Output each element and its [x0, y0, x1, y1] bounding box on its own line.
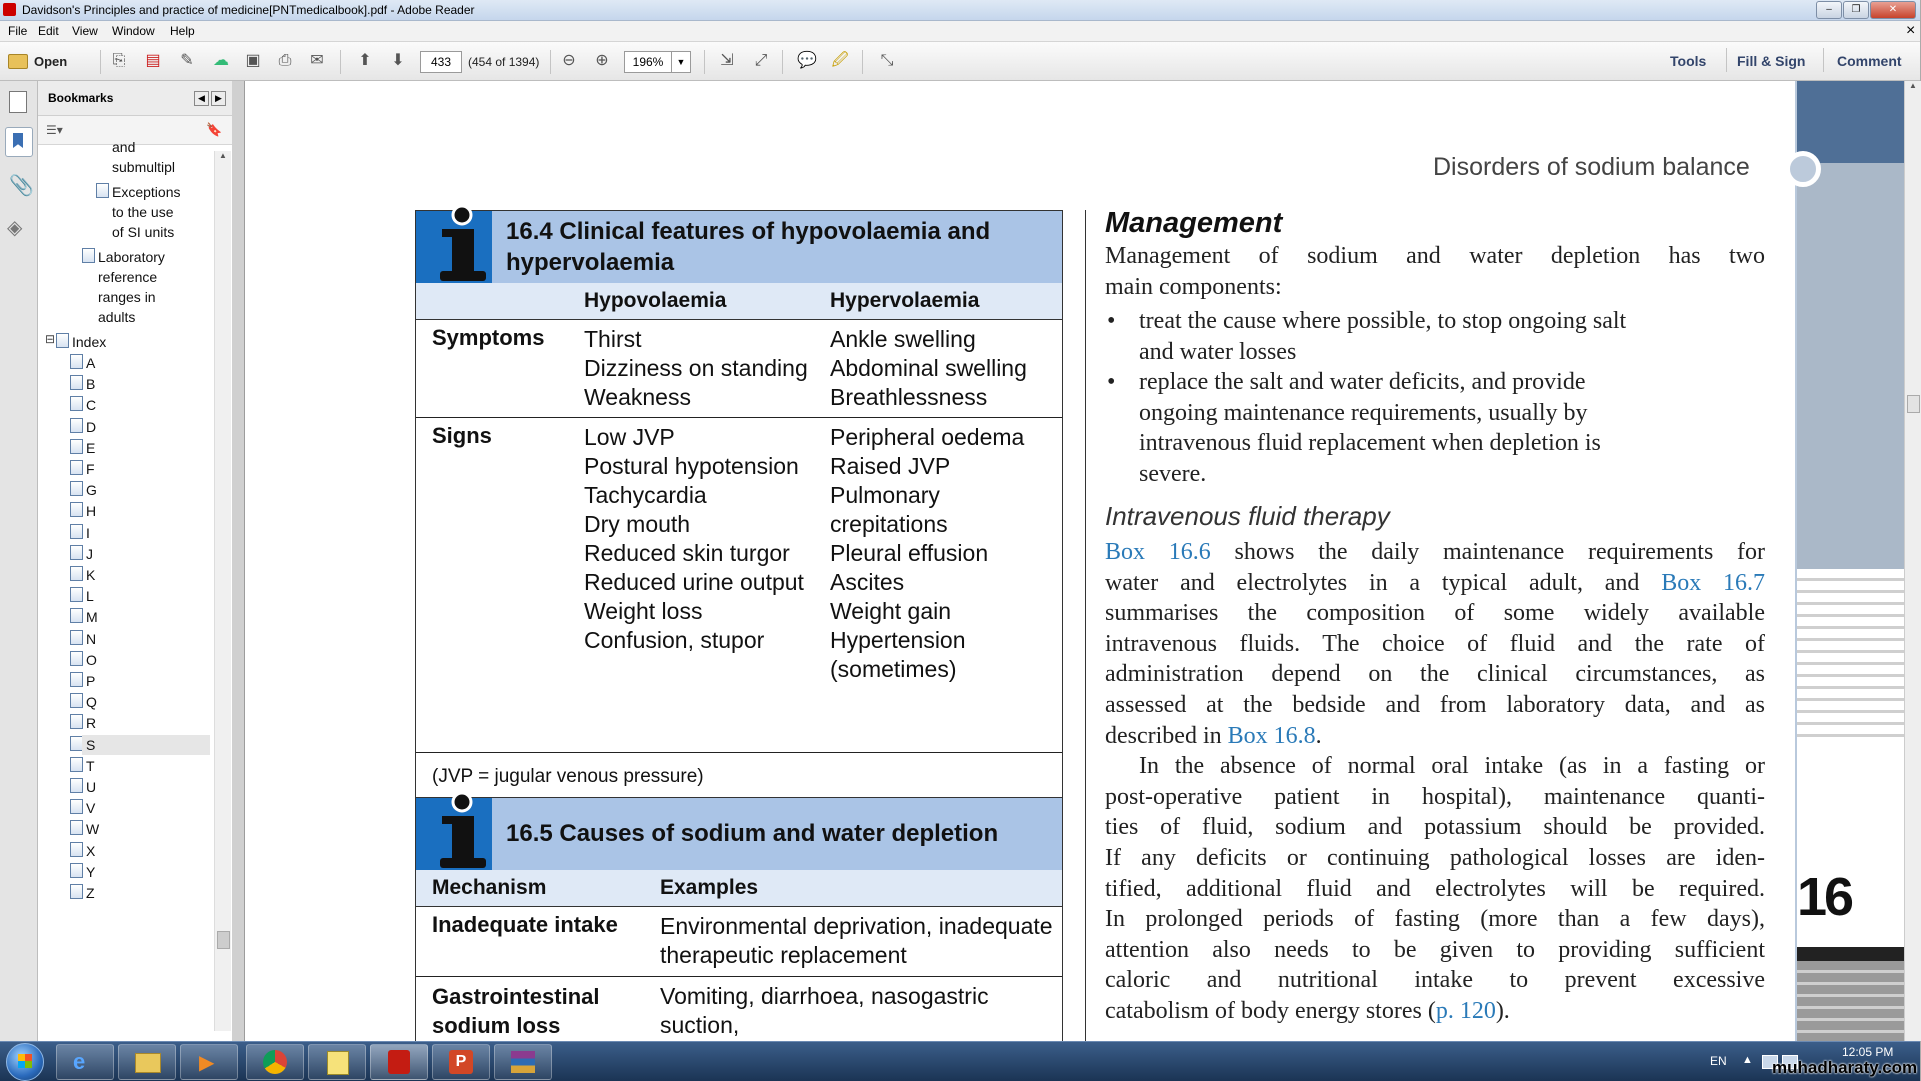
menu-file[interactable]: File: [8, 24, 28, 38]
sign-hypo: Dry mouth: [584, 511, 691, 537]
body-line: ongoing maintenance requirements, usually by: [1139, 399, 1588, 426]
chapter-number: 16: [1797, 867, 1852, 927]
bookmark-icon: [70, 693, 83, 708]
scroll-up-icon[interactable]: ▲: [1909, 81, 1917, 90]
separator: [340, 50, 341, 74]
separator: [550, 50, 551, 74]
bookmark-label[interactable]: adults: [98, 309, 136, 325]
symptom-hypo: Dizziness on standing: [584, 355, 808, 381]
sign-hypo: Confusion, stupor: [584, 627, 765, 653]
collapse-panel-icon[interactable]: ◀: [194, 91, 209, 106]
title-bar: [0, 0, 1920, 21]
running-head: Disorders of sodium balance: [1433, 153, 1750, 181]
open-button[interactable]: [8, 50, 67, 72]
chrome-icon: [263, 1050, 287, 1074]
index-letter-l[interactable]: L: [86, 588, 94, 605]
box-16-5-title: 16.5 Causes of sodium and water depletion: [506, 820, 999, 847]
bookmark-icon: [70, 587, 83, 602]
column-examples: Examples: [660, 876, 759, 899]
inadequate-intake-examples: [660, 912, 1053, 970]
close-button[interactable]: ✕: [1870, 1, 1916, 19]
fit-page-icon[interactable]: ⤢: [754, 52, 768, 69]
bookmarks-scrollbar[interactable]: [214, 151, 231, 1031]
export-pdf-icon[interactable]: ▤: [145, 52, 161, 69]
gi-sodium-loss-label: [432, 982, 599, 1040]
column-rule: [1085, 210, 1086, 1050]
sign-hyper: Hypertension: [830, 627, 966, 653]
layers-icon[interactable]: ◈: [7, 217, 23, 239]
index-letter-j[interactable]: J: [86, 545, 93, 562]
index-letter-q[interactable]: Q: [86, 694, 97, 711]
page-120-link[interactable]: p. 120: [1435, 997, 1496, 1024]
sign-hyper: Peripheral oedema: [830, 424, 1025, 450]
taskbar-winrar-button[interactable]: [494, 1044, 552, 1080]
separator: [704, 50, 705, 74]
taskbar-explorer-button[interactable]: [118, 1044, 176, 1080]
symptoms-label: Symptoms: [432, 325, 545, 350]
symptom-hyper: Ankle swelling: [830, 326, 976, 352]
folder-icon: [135, 1053, 161, 1073]
zoom-dropdown-icon[interactable]: ▼: [671, 51, 691, 73]
body-line: administration depend on the clinical circumstances, as: [1105, 661, 1765, 688]
sign-hypo: Postural hypotension: [584, 453, 799, 479]
chapter-stripes-bottom: [1797, 961, 1904, 1041]
body-line: Management of sodium and water depletion has two: [1105, 243, 1765, 269]
example-line: Environmental deprivation, inadequate: [660, 913, 1053, 939]
info-icon-panel: [416, 211, 492, 283]
bookmark-label[interactable]: submultipl: [112, 159, 176, 175]
bookmark-label[interactable]: reference: [98, 269, 158, 285]
label-line: Gastrointestinal: [432, 984, 600, 1009]
bookmark-icon: [70, 630, 83, 645]
bookmark-icon: [70, 502, 83, 517]
index-letter-z[interactable]: Z: [86, 885, 95, 901]
bookmark-icon: [70, 460, 83, 475]
index-letter-y[interactable]: Y: [86, 863, 96, 880]
index-letter-a[interactable]: A: [86, 355, 96, 371]
row-divider: [416, 976, 1062, 977]
index-letter-h[interactable]: H: [86, 503, 97, 520]
zoom-out-icon[interactable]: ⊖: [562, 52, 576, 69]
symptom-hypo: Thirst: [584, 326, 642, 352]
body-line: If any deficits or continuing pathological losses are iden-: [1105, 844, 1765, 871]
body-line: ties of fluid, sodium and potassium should be provided.: [1105, 814, 1765, 841]
taskbar-media-button[interactable]: [180, 1044, 238, 1080]
row-divider: [416, 752, 1062, 753]
index-letter-u[interactable]: U: [86, 779, 97, 795]
index-letter-d[interactable]: D: [86, 418, 97, 435]
index-letter-i[interactable]: I: [86, 524, 90, 541]
folder-icon: [8, 54, 28, 69]
document-page: [245, 81, 1797, 1041]
bookmark-icon: [70, 799, 83, 814]
bookmark-icon: [70, 884, 83, 899]
box-16-4-title-line2: hypervolaemia: [506, 249, 675, 276]
email-icon[interactable]: ✉: [310, 52, 324, 69]
body-line: and water losses: [1139, 338, 1297, 365]
index-letter-s[interactable]: S: [82, 735, 210, 755]
box-16-4-footnote: (JVP = jugular venous pressure): [432, 766, 704, 787]
bullet-icon: •: [1107, 308, 1116, 334]
bullet-item: [1105, 367, 1765, 489]
scroll-thumb[interactable]: [1907, 395, 1920, 413]
sign-hypo: Reduced urine output: [584, 569, 804, 595]
previous-page-icon[interactable]: ⬆: [358, 52, 372, 69]
powerpoint-icon: P: [449, 1050, 473, 1074]
separator: [1823, 48, 1824, 72]
body-text: .: [1315, 722, 1322, 749]
index-letter-w[interactable]: W: [86, 821, 100, 838]
save-icon[interactable]: ▣: [245, 52, 261, 69]
separator: [782, 50, 783, 74]
box-16-8-link[interactable]: Box 16.8: [1227, 722, 1316, 749]
sign-hyper: Weight gain: [830, 598, 952, 624]
menu-bar: [0, 21, 1920, 42]
index-letter-p[interactable]: P: [86, 673, 96, 689]
bookmark-icon: [70, 354, 83, 369]
index-letter-v[interactable]: V: [86, 800, 96, 817]
internet-explorer-icon: e: [73, 1049, 86, 1074]
bookmark-icon: [70, 396, 83, 411]
language-indicator[interactable]: EN: [1710, 1054, 1727, 1068]
body-text: water and electrolytes in a typical adult, and: [1105, 569, 1662, 596]
document-scrollbar[interactable]: [1904, 81, 1921, 1041]
expand-panel-icon[interactable]: ▶: [211, 91, 226, 106]
bookmark-icon: [82, 248, 95, 263]
body-line: post-operative patient in hospital), maintenance quanti-: [1105, 783, 1765, 810]
zoom-in-icon[interactable]: ⊕: [595, 52, 609, 69]
bookmark-icon: [70, 375, 83, 390]
edit-sign-icon[interactable]: ✎: [180, 52, 194, 69]
tools-pane-link[interactable]: Tools: [1670, 53, 1707, 69]
page-thumbnails-icon[interactable]: [9, 91, 27, 113]
info-icon-panel: [416, 798, 492, 870]
taskbar-notes-button[interactable]: [308, 1044, 366, 1080]
signs-hyper-list: [830, 423, 1062, 684]
body-line: intravenous fluids. The choice of fluid and the rate of: [1105, 630, 1765, 657]
separator: [100, 50, 101, 74]
management-heading: Management: [1105, 207, 1283, 239]
signs-hypo-list: [584, 423, 804, 655]
bookmark-exceptions[interactable]: Exceptions: [112, 184, 181, 200]
inadequate-intake-label: Inadequate intake: [432, 912, 618, 937]
body-line: severe.: [1139, 460, 1207, 487]
bookmark-icon: [70, 842, 83, 857]
bookmark-icon: [70, 714, 83, 729]
index-letter-k[interactable]: K: [86, 567, 96, 583]
box-16-4-title-line1: 16.4 Clinical features of hypovolaemia and: [506, 218, 991, 245]
menu-window[interactable]: Window: [112, 24, 155, 38]
body-line: caloric and nutritional intake to prevent excessive: [1105, 967, 1765, 994]
bullet-icon: •: [1107, 369, 1116, 395]
scroll-up-icon[interactable]: ▲: [219, 151, 227, 160]
toolbar: [0, 42, 1920, 81]
page-number-input[interactable]: 433: [420, 51, 462, 73]
full-screen-icon[interactable]: ⤡: [880, 52, 894, 69]
show-hidden-icons-icon[interactable]: ▲: [1742, 1054, 1753, 1066]
body-line: assessed at the bedside and from laboratory data, and as: [1105, 691, 1765, 718]
attachments-icon[interactable]: 📎: [9, 175, 34, 197]
chapter-tab-dot: [1785, 151, 1821, 187]
index-letter-n[interactable]: N: [86, 630, 97, 647]
bookmark-icon: [70, 778, 83, 793]
navigation-pane-strip: [0, 81, 38, 1041]
bookmark-icon: [70, 481, 83, 496]
index-letter-m[interactable]: M: [86, 609, 98, 626]
info-icon: [416, 211, 492, 283]
restore-button[interactable]: ❐: [1843, 1, 1869, 19]
taskbar-adobe-reader-button[interactable]: [370, 1044, 428, 1080]
collapse-index-icon[interactable]: ⊟: [45, 332, 56, 346]
box-16-5-column-header: [416, 870, 1062, 907]
index-letter-c[interactable]: C: [86, 397, 97, 414]
window-title: Davidson's Principles and practice of medicine[PNTmedicalbook].pdf - Adobe Reader: [22, 3, 475, 17]
label-line: sodium loss: [432, 1013, 561, 1038]
adobe-reader-app-icon: [3, 3, 16, 16]
bookmark-icon: [70, 545, 83, 560]
body-line: [1105, 537, 1765, 568]
symptoms-hyper-list: [830, 325, 1027, 412]
body-line: main components:: [1105, 273, 1282, 300]
sign-hypo: Low JVP: [584, 424, 675, 450]
box-16-4-column-header: [416, 283, 1062, 320]
index-letter-r[interactable]: R: [86, 715, 97, 732]
column-hypervolaemia: Hypervolaemia: [830, 289, 980, 312]
index-letter-e[interactable]: E: [86, 439, 96, 456]
body-line: intravenous fluid replacement when depletion is: [1139, 430, 1601, 456]
column-mechanism: Mechanism: [432, 876, 547, 899]
fill-sign-pane-link[interactable]: Fill & Sign: [1737, 53, 1806, 69]
body-line: [1105, 568, 1765, 599]
body-line: [1105, 996, 1765, 1027]
bookmarks-panel-icon[interactable]: [5, 127, 33, 157]
menu-view[interactable]: View: [72, 24, 98, 38]
document-close-icon[interactable]: ×: [1906, 22, 1916, 39]
bookmark-icon: [70, 418, 83, 433]
adobe-reader-icon: [388, 1050, 410, 1074]
body-line: summarises the composition of some widely available: [1105, 600, 1765, 627]
scroll-thumb[interactable]: [217, 931, 230, 949]
menu-help[interactable]: Help: [170, 24, 195, 38]
start-button[interactable]: [6, 1043, 44, 1081]
iv-fluid-therapy-subheading: Intravenous fluid therapy: [1105, 501, 1390, 531]
body-line: [1105, 721, 1765, 752]
sign-hyper: Pulmonary crepitations: [830, 482, 948, 537]
windows-taskbar: [0, 1041, 1920, 1081]
clock-time[interactable]: 12:05 PM: [1842, 1045, 1894, 1059]
new-bookmark-icon[interactable]: 🔖: [206, 122, 223, 137]
body-line: replace the salt and water deficits, and provide: [1139, 369, 1586, 395]
management-section: [1105, 205, 1765, 1027]
sticky-notes-icon: [327, 1051, 349, 1075]
body-line: treat the cause where possible, to stop ongoing salt: [1139, 308, 1627, 334]
highlight-icon[interactable]: 🖉: [831, 52, 849, 69]
box-16-6-link[interactable]: Box 16.6: [1105, 539, 1211, 565]
bookmark-index[interactable]: Index: [72, 334, 107, 350]
comment-pane-link[interactable]: Comment: [1837, 53, 1902, 69]
bookmark-icon: [56, 333, 69, 348]
body-line: In prolonged periods of fasting (more than a few days),: [1105, 906, 1765, 933]
index-letter-f[interactable]: F: [86, 461, 95, 477]
body-text: catabolism of body energy stores (: [1105, 997, 1436, 1024]
minimize-button[interactable]: –: [1816, 1, 1842, 19]
symptoms-hypo-list: [584, 325, 808, 412]
bullet-item: [1105, 306, 1765, 367]
sign-hyper: Raised JVP: [830, 453, 951, 479]
menu-edit[interactable]: Edit: [38, 24, 59, 38]
bookmark-icon: [70, 820, 83, 835]
taskbar-powerpoint-button[interactable]: [432, 1044, 490, 1080]
page-count: (454 of 1394): [468, 55, 540, 69]
column-hypovolaemia: Hypovolaemia: [584, 289, 727, 312]
bookmarks-header: [38, 81, 232, 116]
body-line: tified, additional fluid and electrolytes will be required.: [1105, 875, 1765, 902]
box-16-4: [415, 210, 1063, 808]
winrar-icon: [511, 1051, 535, 1073]
watermark-text: muhadharaty.com: [1772, 1058, 1918, 1077]
chapter-number-bar: [1797, 947, 1904, 961]
print-icon[interactable]: ⎙: [278, 52, 292, 69]
bookmark-icon: [70, 566, 83, 581]
sign-hypo: Tachycardia: [584, 482, 707, 508]
separator: [1726, 48, 1727, 72]
info-icon: [416, 798, 492, 870]
cloud-upload-icon[interactable]: ☁: [213, 52, 229, 69]
bookmark-icon: [70, 863, 83, 878]
sign-hypo: Reduced skin turgor: [584, 540, 790, 566]
media-player-icon: ▶: [199, 1052, 215, 1074]
chapter-stripes-top: [1797, 569, 1904, 739]
bookmark-label[interactable]: ranges in: [98, 289, 156, 305]
body-text: described in: [1105, 722, 1228, 749]
bookmark-icon: [70, 439, 83, 454]
separator: [862, 50, 863, 74]
bookmark-icon: [96, 183, 109, 198]
bookmark-label[interactable]: to the use: [112, 204, 174, 220]
sign-hypo: Weight loss: [584, 598, 703, 624]
box-16-7-link[interactable]: Box 16.7: [1661, 569, 1765, 596]
bookmark-icon: [70, 524, 83, 539]
bookmark-laboratory[interactable]: Laboratory: [98, 249, 165, 265]
signs-label: Signs: [432, 423, 492, 448]
body-text: shows the daily maintenance requirements for: [1210, 539, 1765, 565]
sign-hyper: Pleural effusion: [830, 540, 989, 566]
sign-hyper: Ascites: [830, 569, 905, 595]
body-line: attention also needs to be given to providing sufficient: [1105, 936, 1765, 963]
bookmark-options-icon[interactable]: ☰▾: [46, 123, 63, 137]
example-line: therapeutic replacement: [660, 942, 907, 968]
bookmarks-panel: [38, 81, 233, 1041]
create-pdf-icon[interactable]: ⎘: [112, 52, 126, 69]
index-letter-t[interactable]: T: [86, 757, 95, 774]
symptom-hyper: Breathlessness: [830, 384, 988, 410]
bookmark-icon: [70, 608, 83, 623]
box-16-5: [415, 797, 1063, 1058]
taskbar-ie-button[interactable]: [56, 1044, 114, 1080]
bookmark-icon: [70, 672, 83, 687]
chapter-tab-top: [1797, 81, 1904, 163]
index-letter-g[interactable]: G: [86, 482, 97, 499]
example-line: Vomiting, diarrhoea, nasogastric suction,: [660, 983, 989, 1038]
bookmark-label[interactable]: and: [112, 139, 136, 155]
pane-splitter[interactable]: [232, 81, 245, 1041]
symptom-hyper: Abdominal swelling: [830, 355, 1027, 381]
body-text: ).: [1495, 997, 1510, 1024]
index-letter-x[interactable]: X: [86, 842, 96, 859]
zoom-input[interactable]: 196%: [624, 51, 672, 73]
sticky-note-icon[interactable]: 💬: [797, 52, 817, 69]
sign-hyper: (sometimes): [830, 656, 957, 682]
index-letter-b[interactable]: B: [86, 376, 96, 393]
fit-width-icon[interactable]: ⇲: [720, 52, 734, 69]
windows-logo-icon: [18, 1054, 32, 1068]
next-page-icon[interactable]: ⬇: [391, 52, 405, 69]
body-line: In the absence of normal oral intake (as in a fasting or: [1139, 753, 1765, 780]
bookmark-icon: [70, 651, 83, 666]
index-letter-o[interactable]: O: [86, 651, 97, 668]
bookmarks-title: Bookmarks: [48, 91, 114, 105]
row-divider: [416, 417, 1062, 418]
bookmark-label[interactable]: of SI units: [112, 224, 175, 240]
bookmark-icon: [70, 757, 83, 772]
open-label: Open: [34, 53, 68, 69]
bookmark-tree: [38, 139, 214, 1035]
taskbar-chrome-button[interactable]: [246, 1044, 304, 1080]
symptom-hypo: Weakness: [584, 384, 691, 410]
page-margin: [1797, 81, 1904, 1041]
